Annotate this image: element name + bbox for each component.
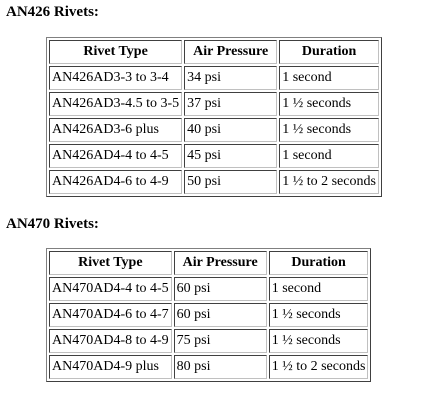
cell-duration: 1 ½ seconds	[279, 92, 379, 116]
cell-rivet-type: AN426AD3-4.5 to 3-5	[49, 92, 182, 116]
column-header-duration: Duration	[279, 40, 379, 64]
cell-rivet-type: AN426AD3-3 to 3-4	[49, 66, 182, 90]
table-row	[49, 355, 368, 379]
cell-air-pressure: 37 psi	[184, 92, 277, 116]
cell-duration: 1 ½ to 2 seconds	[269, 355, 369, 379]
cell-duration: 1 ½ seconds	[269, 329, 369, 353]
cell-duration: 1 ½ seconds	[279, 118, 379, 142]
cell-air-pressure: 60 psi	[174, 303, 267, 327]
cell-duration: 1 second	[279, 144, 379, 168]
column-header-rivet-type: Rivet Type	[49, 251, 172, 275]
cell-air-pressure: 50 psi	[184, 170, 277, 194]
cell-rivet-type: AN470AD4-6 to 4-7	[49, 303, 172, 327]
column-header-air-pressure: Air Pressure	[184, 40, 277, 64]
cell-duration: 1 second	[269, 277, 369, 301]
table-row	[49, 303, 368, 327]
cell-air-pressure: 40 psi	[184, 118, 277, 142]
cell-rivet-type: AN470AD4-4 to 4-5	[49, 277, 172, 301]
column-header-air-pressure: Air Pressure	[174, 251, 267, 275]
cell-air-pressure: 75 psi	[174, 329, 267, 353]
cell-duration: 1 ½ seconds	[269, 303, 369, 327]
an470-heading: AN470 Rivets:	[6, 216, 99, 232]
table-header-row	[49, 251, 368, 275]
cell-rivet-type: AN470AD4-8 to 4-9	[49, 329, 172, 353]
column-header-duration: Duration	[269, 251, 369, 275]
cell-air-pressure: 34 psi	[184, 66, 277, 90]
column-header-rivet-type: Rivet Type	[49, 40, 182, 64]
cell-rivet-type: AN426AD4-4 to 4-5	[49, 144, 182, 168]
an426-heading: AN426 Rivets:	[6, 4, 99, 20]
cell-duration: 1 second	[279, 66, 379, 90]
table-row	[49, 329, 368, 353]
cell-rivet-type: AN426AD4-6 to 4-9	[49, 170, 182, 194]
table-row	[49, 118, 379, 142]
cell-rivet-type: AN426AD3-6 plus	[49, 118, 182, 142]
cell-air-pressure: 45 psi	[184, 144, 277, 168]
table-row	[49, 66, 379, 90]
cell-air-pressure: 60 psi	[174, 277, 267, 301]
cell-rivet-type: AN470AD4-9 plus	[49, 355, 172, 379]
table-row	[49, 144, 379, 168]
cell-duration: 1 ½ to 2 seconds	[279, 170, 379, 194]
cell-air-pressure: 80 psi	[174, 355, 267, 379]
an426-rivet-table	[46, 37, 382, 197]
table-row	[49, 92, 379, 116]
an470-rivet-table	[46, 248, 371, 382]
table-header-row	[49, 40, 379, 64]
table-row	[49, 277, 368, 301]
table-row	[49, 170, 379, 194]
